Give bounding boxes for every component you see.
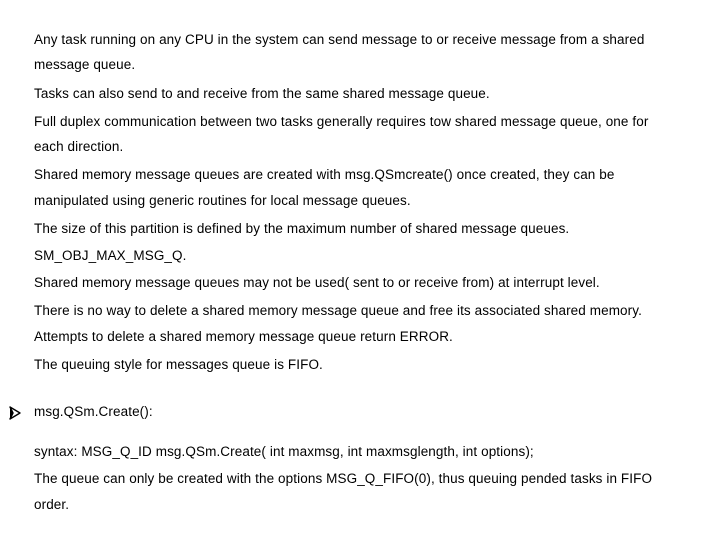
text-line-4: Full duplex communication between two tasks generally requires tow shared message queue, one for: [34, 114, 649, 129]
text-line-11: There is no way to delete a shared memory message queue and free its associated shared memory.: [34, 303, 642, 318]
text-line-6: Shared memory message queues are created with msg.QSmcreate() once created, they can be: [34, 167, 615, 182]
text-line-2: message queue.: [34, 57, 136, 72]
text-line-17: order.: [34, 497, 70, 512]
text-line-9: SM_OBJ_MAX_MSG_Q.: [34, 248, 187, 263]
text-line-8: The size of this partition is defined by the maximum number of shared message queues.: [34, 221, 570, 236]
text-line-12: Attempts to delete a shared memory message queue return ERROR.: [34, 329, 453, 344]
text-line-14: msg.QSm.Create():: [34, 404, 153, 419]
text-line-16: The queue can only be created with the options MSG_Q_FIFO(0), thus queuing pended tasks in FIFO: [34, 471, 653, 486]
text-line-1: Any task running on any CPU in the system can send message to or receive message from a shared: [34, 32, 645, 47]
text-line-3: Tasks can also send to and receive from the same shared message queue.: [34, 86, 490, 101]
text-line-13: The queuing style for messages queue is FIFO.: [34, 357, 323, 372]
text-line-5: each direction.: [34, 139, 124, 154]
arrow-bullet-icon: [8, 406, 22, 420]
text-line-15: syntax: MSG_Q_ID msg.QSm.Create( int maxmsg, int maxmsglength, int options);: [34, 444, 534, 459]
text-line-7: manipulated using generic routines for local message queues.: [34, 193, 411, 208]
text-line-10: Shared memory message queues may not be used( sent to or receive from) at interrupt level.: [34, 275, 600, 290]
